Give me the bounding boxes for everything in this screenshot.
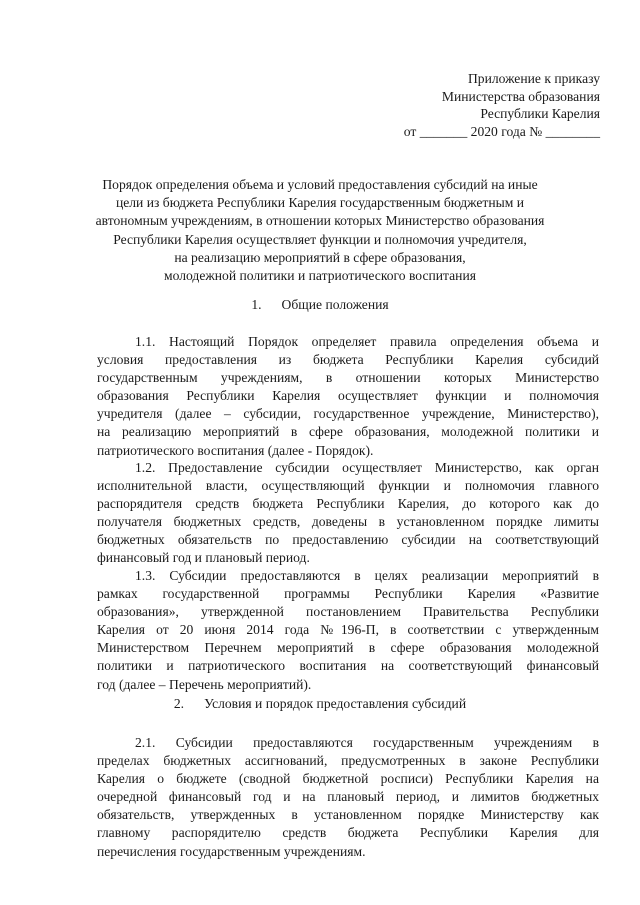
- text-line: пределах бюджетных ассигнований, предусмотренных в законе Республики: [97, 753, 599, 769]
- text-line: обязательств, утвержденных в установленном порядке Министерству как: [97, 807, 599, 823]
- document-title: [80, 176, 560, 285]
- approval-block: [370, 70, 600, 140]
- title-line: на реализацию мероприятий в сфере образования,: [174, 249, 466, 265]
- text-line: бюджетных обязательств по предоставлению субсидии на соответствующий: [97, 532, 599, 548]
- title-line: Республики Карелия осуществляет функции и полномочия учредителя,: [113, 231, 527, 247]
- title-line: Порядок определения объема и условий предоставления субсидий на иные: [102, 177, 538, 192]
- text-line: образования», утвержденной постановлением Правительства Республики: [97, 604, 599, 620]
- text-line: 1.3. Субсидии предоставляются в целях реализации мероприятий в: [135, 568, 599, 583]
- text-line: условия предоставления из бюджета Республики Карелия субсидий: [97, 352, 599, 368]
- approval-line: Министерства образования: [441, 88, 600, 104]
- text-line: государственным учреждениям, в отношении которых Министерство: [97, 370, 599, 386]
- text-line: получателя бюджетных средств, доведены в установленном порядке лимиты: [97, 514, 599, 530]
- section-number: 1.: [251, 297, 262, 312]
- text-line: 1.1. Настоящий Порядок определяет правила определения объема и: [135, 334, 599, 349]
- text-line: Карелия от 20 июня 2014 года №196-П, в соответствии с утвержденным: [97, 622, 599, 638]
- title-line: цели из бюджета Республики Карелия государственным бюджетным и: [115, 195, 525, 211]
- text-line: политики и патриотического воспитания на соответствующий финансовый: [97, 658, 599, 674]
- approval-line: Приложение к приказу: [467, 71, 600, 86]
- text-line: патриотического воспитания (далее - Порядок).: [97, 442, 374, 458]
- text-line: образования Республики Карелия осуществляет функции и полномочия: [97, 388, 599, 404]
- section-title: Условия и порядок предоставления субсидий: [204, 696, 467, 711]
- approval-line: Республики Карелия: [480, 106, 600, 121]
- paragraph-2-1: [97, 734, 599, 861]
- text-line: на реализацию мероприятий в сфере образования, молодежной политики и: [97, 424, 599, 440]
- paragraph-1-2: [97, 459, 599, 568]
- title-line: автономным учреждениям, в отношении которых Министерство образования: [95, 213, 545, 229]
- section-number: 2.: [173, 696, 185, 711]
- text-line: перечисления государственным учреждениям.: [97, 843, 366, 859]
- text-line: 2.1. Субсидии предоставляются государственным учреждениям в: [135, 735, 599, 750]
- text-line: исполнительной власти, осуществляющий функции и полномочия главного: [97, 478, 599, 494]
- text-line: учредителя (далее – субсидии, государственное учреждение, Министерство),: [97, 406, 599, 422]
- text-line: год (далее – Перечень мероприятий).: [97, 676, 312, 692]
- text-line: рамках государственной программы Республики Карелия «Развитие: [97, 586, 599, 602]
- text-line: главному распорядителю средств бюджета Республики Карелия для: [97, 825, 599, 841]
- paragraph-1-1: [97, 333, 599, 460]
- title-line: молодежной политики и патриотического воспитания: [164, 268, 476, 284]
- text-line: финансовый год и плановый период.: [97, 550, 310, 566]
- section-2-heading: [100, 695, 540, 713]
- text-line: Карелия о бюджете (сводной бюджетной росписи) Республики Карелия на: [97, 771, 599, 787]
- text-line: 1.2. Предоставление субсидии осуществляет Министерство, как орган: [135, 460, 599, 475]
- approval-line: от _______ 2020 года № ________: [403, 123, 600, 139]
- text-line: распорядителя средств бюджета Республики Карелия, до которого как до: [97, 496, 599, 512]
- section-title: Общие положения: [281, 297, 389, 312]
- text-line: очередной финансовый год и на плановый период, и лимитов бюджетных: [97, 789, 599, 805]
- text-line: Министерством Перечнем мероприятий в сфере образования молодежной: [97, 640, 599, 656]
- paragraph-1-3: [97, 567, 599, 694]
- section-1-heading: [100, 296, 540, 314]
